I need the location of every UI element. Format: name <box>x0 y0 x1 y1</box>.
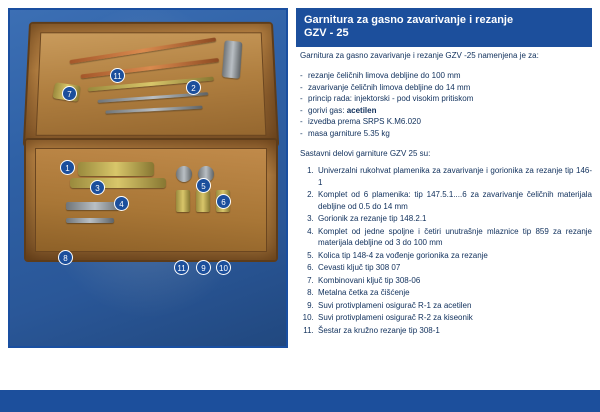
parts-item: 8. Metalna četka za čišćenje <box>316 287 592 299</box>
tool-nozzle-1 <box>176 190 190 212</box>
parts-heading: Sastavni delovi garniture GZV 25 su: <box>300 149 431 158</box>
callout-6: 6 <box>216 194 231 209</box>
spec-item: - izvedba prema SRPS K.M6.020 <box>300 116 592 128</box>
callout-5: 5 <box>196 178 211 193</box>
callout-9: 9 <box>196 260 211 275</box>
tool-nozzle-2 <box>196 190 210 212</box>
spec-list <box>300 70 592 139</box>
product-photo <box>8 8 288 348</box>
parts-item: 7. Kombinovani ključ tip 308-06 <box>316 275 592 287</box>
parts-item: 10. Suvi protivplameni osigurač R-2 za kiseonik <box>316 312 592 324</box>
parts-item: 6. Cevasti ključ tip 308 07 <box>316 262 592 274</box>
product-description <box>300 50 592 337</box>
intro-paragraph: Garnitura za gasno zavarivanje i rezanje GZV -25 namenjena je za: <box>300 51 539 60</box>
tool-circle-cutter <box>222 40 243 79</box>
callout-7: 7 <box>62 86 77 101</box>
case-base <box>24 138 278 262</box>
callout-1: 1 <box>60 160 75 175</box>
spec-item: - masa garniture 5.35 kg <box>300 128 592 140</box>
parts-list <box>300 165 592 336</box>
title-line-1: Garnitura za gasno zavarivanje i rezanje <box>304 14 514 26</box>
photo-background <box>10 10 286 346</box>
callout-10: 10 <box>216 260 231 275</box>
case-lid <box>23 22 279 147</box>
parts-item: 3. Gorionik za rezanje tip 148.2.1 <box>316 213 592 225</box>
callout-11-base: 11 <box>174 260 189 275</box>
spec-item-fuel-gas: - gorivi gas: acetilen <box>300 105 592 117</box>
spec-item: - zavarivanje čeličnih limova debljine do 14 mm <box>300 82 592 94</box>
page-title <box>296 8 592 47</box>
tool-cutting-attachment <box>70 178 166 188</box>
parts-item: 9. Suvi protivplameni osigurač R-1 za acetilen <box>316 300 592 312</box>
parts-item: 2. Komplet od 6 plamenika: tip 147.5.1....6 za zavarivanje čeličnih materijala debljine od 0.5 do 14 mm <box>316 189 592 212</box>
callout-11-lid: 11 <box>110 68 125 83</box>
callout-2: 2 <box>186 80 201 95</box>
spec-item: - rezanje čeličnih limova debljine do 100 mm <box>300 70 592 82</box>
parts-item: 1. Univerzalni rukohvat plamenika za zavarivanje i gorionika za rezanje tip 146-1 <box>316 165 592 188</box>
tool-flashback-arrestor-1 <box>176 166 192 182</box>
parts-item: 4. Komplet od jedne spoljne i četiri unutrašnje mlaznice tip 859 za rezanje materijala debljine od 3 do 100 mm <box>316 226 592 249</box>
spec-item: - princip rada: injektorski - pod visokim pritiskom <box>300 93 592 105</box>
parts-item: 5. Kolica tip 148-4 za vođenje gorionika za rezanje <box>316 250 592 262</box>
tool-universal-handle <box>78 162 154 176</box>
title-line-2: GZV - 25 <box>304 27 349 39</box>
callout-8: 8 <box>58 250 73 265</box>
callout-3: 3 <box>90 180 105 195</box>
parts-item: 11. Šestar za kružno rezanje tip 308-1 <box>316 325 592 337</box>
footer-band <box>0 390 600 412</box>
tool-tube-wrench <box>66 218 114 223</box>
callout-4: 4 <box>114 196 129 211</box>
